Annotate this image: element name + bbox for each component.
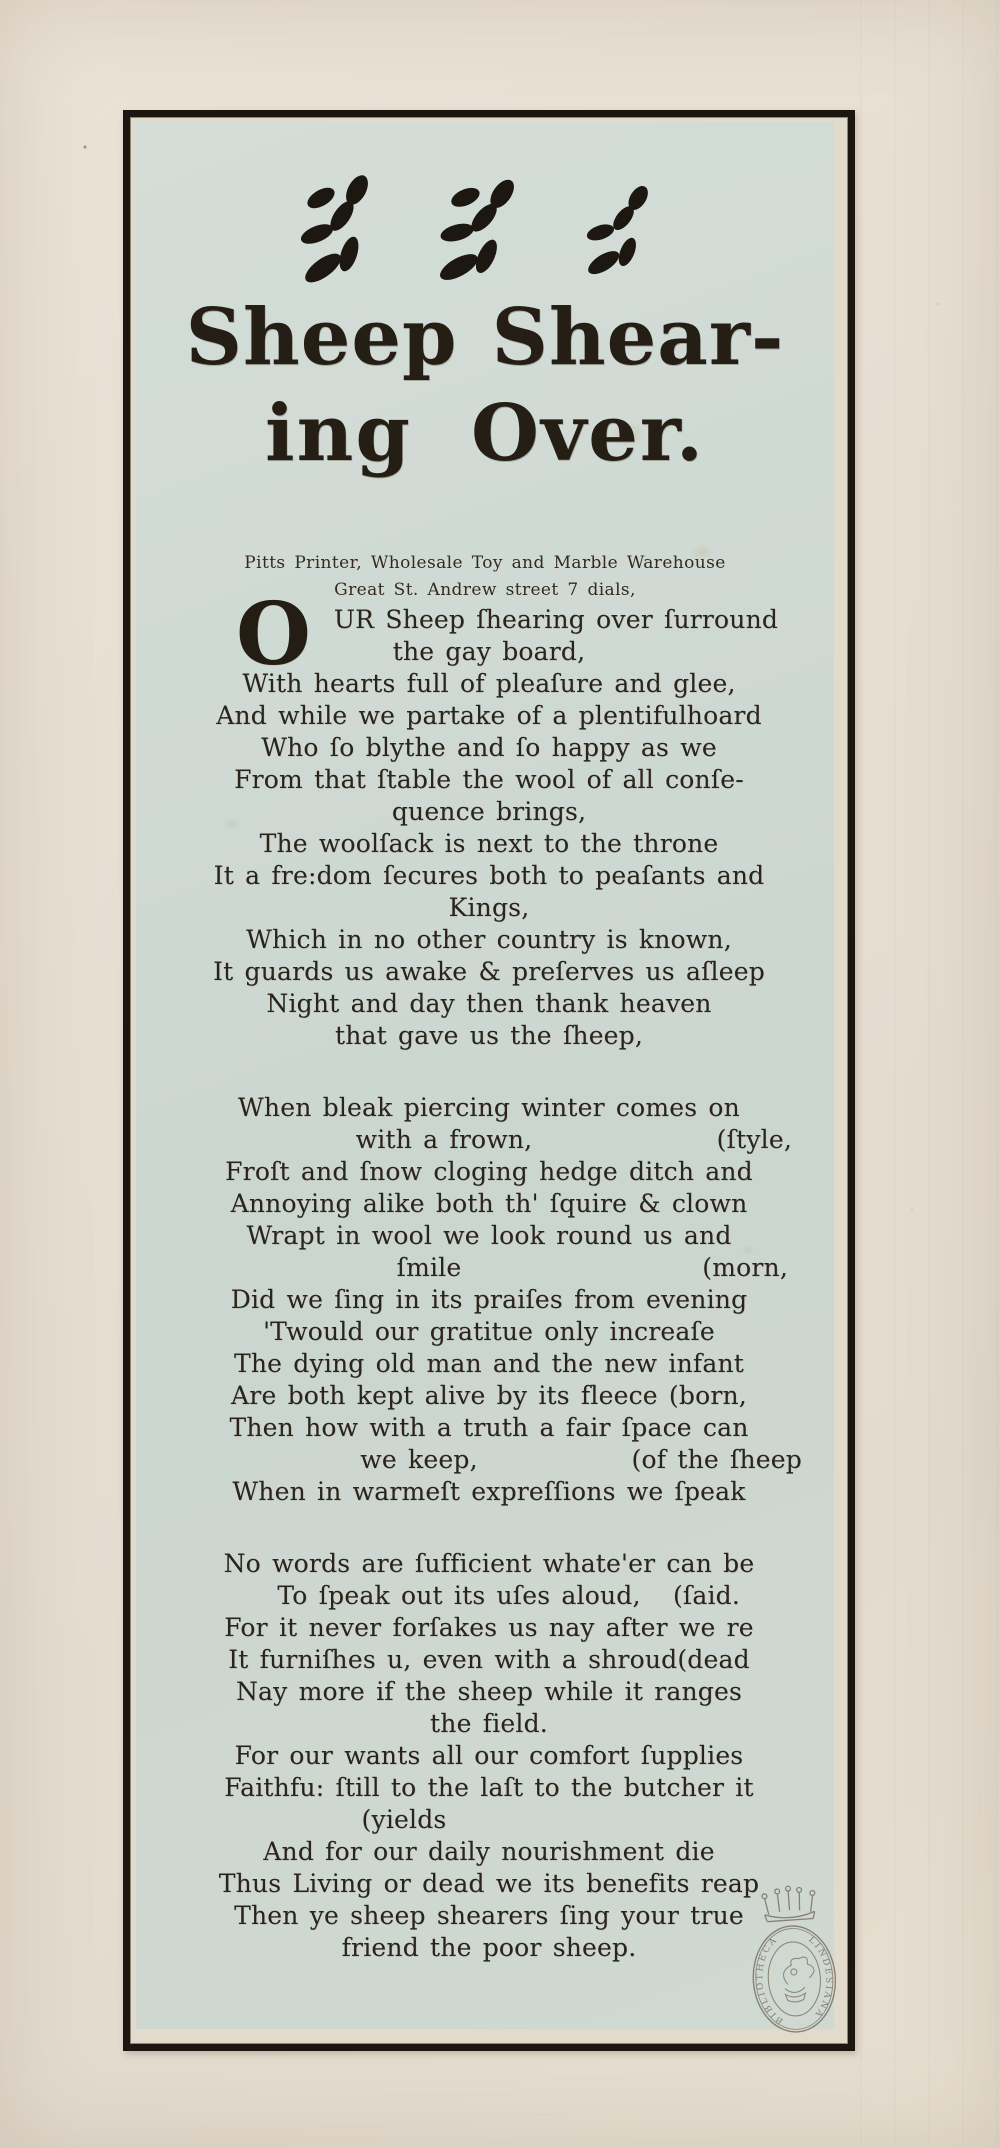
poem-line: When bleak piercing winter comes on: [238, 1093, 740, 1122]
poem-line: with a frown, (ſtyle,: [355, 1125, 792, 1154]
stanza-3: [160, 1548, 818, 1964]
poem-line: And while we partake of a plentifulhoard: [216, 701, 762, 730]
poem-line: Froſt and ſnow cloging hedge ditch and: [225, 1157, 753, 1186]
poem-line: the gay board,: [392, 637, 586, 666]
poem-line: Thus Living or dead we its benefits reap: [218, 1869, 760, 1898]
ornament-row: [136, 174, 834, 304]
poem-line: Who ſo blythe and ſo happy as we: [261, 733, 717, 762]
poem-line: Night and day then thank heaven: [266, 989, 712, 1018]
poem-line: No words are ſufficient whate'er can be: [223, 1549, 755, 1578]
poem-line: we keep, (of the ſheep: [360, 1445, 802, 1474]
stamp-crest-icon: [782, 1956, 816, 2002]
poem-line: Then ye sheep shearers ſing your true: [234, 1901, 744, 1930]
poem-line: With hearts full of pleaſure and glee,: [242, 669, 736, 698]
stanza-1: [160, 668, 818, 1052]
poem-line: friend the poor sheep.: [341, 1933, 637, 1962]
library-stamp: [743, 1881, 843, 2039]
poem-line: From that ſtable the wool of all conſe-: [234, 765, 744, 794]
title-line-1: Sheep Shear-: [185, 292, 785, 383]
stanza-2: [160, 1092, 818, 1508]
poem-line: (yields: [361, 1805, 447, 1834]
poem-line: The woolſack is next to the throne: [259, 829, 719, 858]
drop-cap: O: [236, 584, 312, 685]
broadside-paper: [136, 122, 834, 2029]
poem-line: And for our daily nourishment die: [263, 1837, 715, 1866]
poem-line: For our wants all our comfort ſupplies: [234, 1741, 744, 1770]
poem-line: Then how with a truth a fair ſpace can: [229, 1413, 749, 1442]
poem-line: Kings,: [448, 893, 530, 922]
leaf-sprig-icon: [299, 174, 391, 296]
poem-line: Faithfu: ſtill to the laſt to the butcher it: [224, 1773, 754, 1802]
poem-line: quence brings,: [391, 797, 587, 826]
catchword: (ſaid.: [672, 1581, 740, 1610]
poem-line: For it never forſakes us nay after we re: [224, 1613, 754, 1642]
poem-line: Annoying alike both th' ſquire & clown: [230, 1189, 748, 1218]
poem-line: UR Sheep ſhearing over ſurround: [333, 605, 779, 634]
poem-line: The dying old man and the new infant: [233, 1349, 745, 1378]
poem-line: When in warmeſt expreſſions we ſpeak: [232, 1477, 746, 1506]
poem-line: Did we ſing in its praiſes from evening: [230, 1285, 748, 1314]
poem-line: It a fre:dom ſecures both to peaſants and: [213, 861, 765, 890]
catchword: (of the ſheep: [631, 1445, 802, 1474]
broadside-frame: [123, 110, 855, 2051]
leaf-sprig-icon: [581, 179, 669, 292]
imprint-line-2: Great St. Andrew street 7 dials,: [334, 580, 636, 600]
stamp-text-left: BIBLIOTHECA: [755, 1934, 786, 2026]
poem-line: 'Twould our gratitue only increaſe: [263, 1317, 715, 1346]
poem-line: Are both kept alive by its fleece (born,: [231, 1381, 747, 1410]
stamp-crown-icon: [762, 1884, 817, 1922]
catchword: (morn,: [702, 1253, 788, 1282]
leaf-sprig-icon: [432, 171, 538, 303]
title-line-2: ing Over.: [264, 388, 706, 479]
poem-line: Wrapt in wool we look round us and: [246, 1221, 732, 1250]
poem-line: ſmile (morn,: [396, 1253, 788, 1282]
poem-line: It furniſhes u, even with a shroud(dead: [228, 1645, 750, 1674]
poem-line: Nay more if the sheep while it ranges: [235, 1677, 743, 1706]
poem-line: Which in no other country is known,: [246, 925, 732, 954]
catchword: (ſtyle,: [716, 1125, 792, 1154]
imprint-line-1: Pitts Printer, Wholesale Toy and Marble Warehouse: [244, 553, 726, 573]
poem-line: It guards us awake & preſerves us aſleep: [213, 957, 765, 986]
stamp-text-right: LINDESIANA: [806, 1934, 834, 2021]
poem-line: that gave us the ſheep,: [334, 1021, 644, 1050]
poem-line: the field.: [430, 1709, 548, 1738]
poem-line: To ſpeak out its uſes aloud, (ſaid.: [277, 1581, 740, 1610]
page-title: [136, 290, 834, 482]
